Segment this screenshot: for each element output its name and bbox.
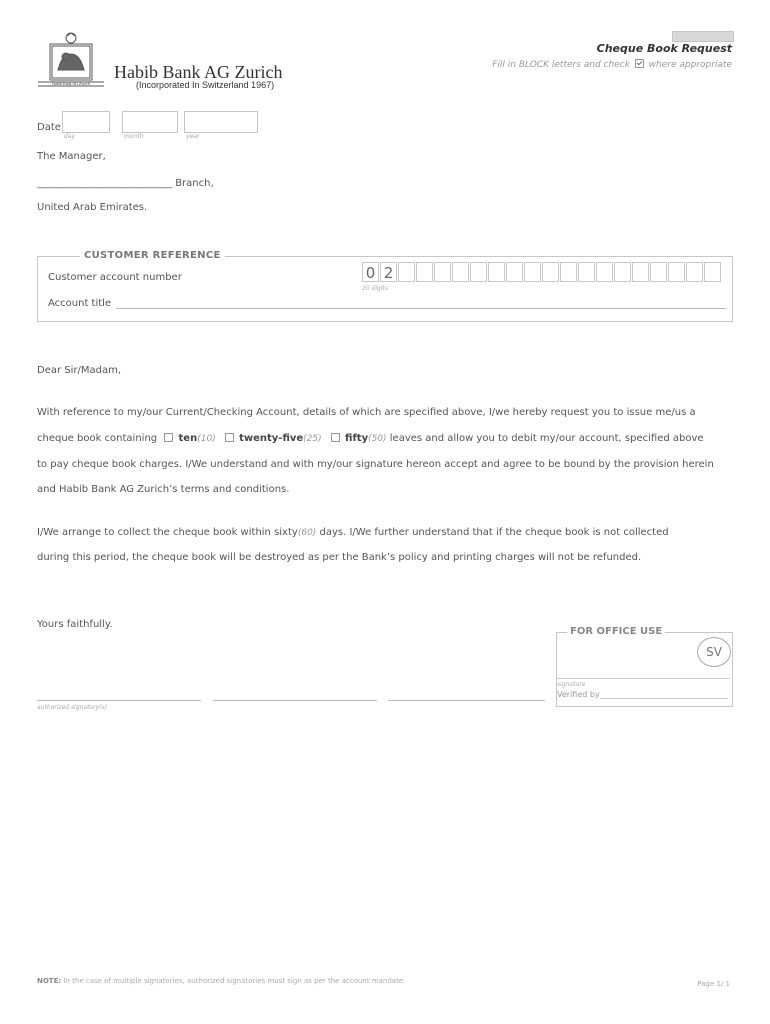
manager-line: The Manager, [37,151,106,162]
office-use-legend: FOR OFFICE USE [567,626,665,637]
sv-stamp: SV [697,637,731,667]
footer-note [37,977,405,985]
customer-reference-legend: CUSTOMER REFERENCE [80,250,225,261]
account-digit-cell[interactable] [704,262,721,282]
page-number: Page 1/ 1 [697,980,730,988]
bank-incorporation: (Incorporated In Switzerland 1967) [136,80,275,90]
account-digit-cell[interactable] [686,262,703,282]
option-twenty-five-checkbox[interactable] [225,433,234,442]
account-digit-cell[interactable] [578,262,595,282]
account-digit-cell[interactable] [416,262,433,282]
signatory-caption: authorized signatory(s) [37,704,107,711]
account-digit-cell[interactable] [650,262,667,282]
paragraph2-line2: during this period, the cheque book will be destroyed as per the Bank’s policy and printing charges will not be refunded. [37,552,642,563]
account-number-field[interactable] [362,262,722,282]
option-twenty-five-label: twenty-five [239,433,304,444]
account-digit-cell[interactable] [668,262,685,282]
verified-by-field[interactable] [600,698,728,699]
account-digit-cell[interactable] [452,262,469,282]
account-digit-cell[interactable] [560,262,577,282]
date-year-field[interactable] [184,111,258,133]
account-digit-cell[interactable] [542,262,559,282]
paragraph1-line3: to pay cheque book charges. I/We understand and with my/our signature hereon accept and agree to be bound by the provision herein [37,459,714,470]
account-number-label: Customer account number [48,272,182,283]
account-digit-cell[interactable] [434,262,451,282]
signature-line-1[interactable] [37,700,201,701]
account-digit-cell[interactable]: 0 [362,262,379,282]
account-digit-cell[interactable] [596,262,613,282]
cheque-book-text: cheque book containing [37,433,158,444]
bank-logo [36,32,106,88]
collect-text-end: days. I/We further understand that if the cheque book is not collected [319,527,669,538]
date-label: Date [37,122,61,133]
closing: Yours faithfully. [37,619,113,630]
paragraph1-line4: and Habib Bank AG Zurich’s terms and conditions. [37,484,290,495]
date-month-field[interactable] [122,111,178,133]
checkmark-icon [635,59,644,68]
account-title-label: Account title [48,298,112,309]
logo-caption: Habib Bank AG Zurich [52,81,90,86]
date-day-caption: day [64,133,76,140]
paragraph2-line1 [37,527,669,538]
account-title-field[interactable] [116,308,726,309]
branch-blank[interactable]: ___________________________ [37,178,172,189]
option-ten-number: (10) [197,434,216,444]
branch-label: Branch, [175,178,214,189]
account-digit-cell[interactable] [470,262,487,282]
account-digit-cell[interactable] [524,262,541,282]
option-ten-checkbox[interactable] [164,433,173,442]
form-title: Cheque Book Request [596,42,732,55]
option-ten-label: ten [178,433,198,444]
signature-line-3[interactable] [388,700,545,701]
note-label: NOTE: [37,977,62,985]
account-digit-cell[interactable] [632,262,649,282]
office-signature-caption: signature [557,681,586,688]
paragraph1-line2 [37,433,704,444]
date-day-field[interactable] [62,111,110,133]
note-text: In the case of multiple signatories, authorized signatories must sign as per the account mandate. [63,977,406,985]
option-twenty-five-number: (25) [303,434,322,444]
branch-line [37,178,214,189]
verified-by-label: Verified by [557,690,600,699]
account-digit-cell[interactable]: 2 [380,262,397,282]
office-signature-line[interactable] [557,678,730,679]
date-year-caption: year [186,133,200,140]
form-instruction [492,59,732,70]
option-fifty-number: (50) [368,434,387,444]
account-digit-cell[interactable] [614,262,631,282]
signature-line-2[interactable] [213,700,377,701]
digits-hint: 20 digits [362,285,388,292]
account-digit-cell[interactable] [398,262,415,282]
instruction-text-end: where appropriate [648,60,732,70]
bank-name: Habib Bank AG Zurich [114,62,283,82]
country-line: United Arab Emirates. [37,202,148,213]
option-fifty-checkbox[interactable] [331,433,340,442]
salutation: Dear Sir/Madam, [37,365,122,376]
instruction-text: Fill in BLOCK letters and check [492,60,630,70]
account-digit-cell[interactable] [506,262,523,282]
sixty-number: (60) [297,528,317,538]
form-code-stamp [672,31,734,42]
leaves-text: leaves and allow you to debit my/our account, specified above [389,433,704,444]
account-digit-cell[interactable] [488,262,505,282]
date-month-caption: month [124,133,144,140]
option-fifty-label: fifty [345,433,369,444]
collect-text: I/We arrange to collect the cheque book within sixty [37,527,298,538]
paragraph1-line1: With reference to my/our Current/Checking Account, details of which are specified above, I/we hereby request you to issue me/us a [37,407,696,418]
